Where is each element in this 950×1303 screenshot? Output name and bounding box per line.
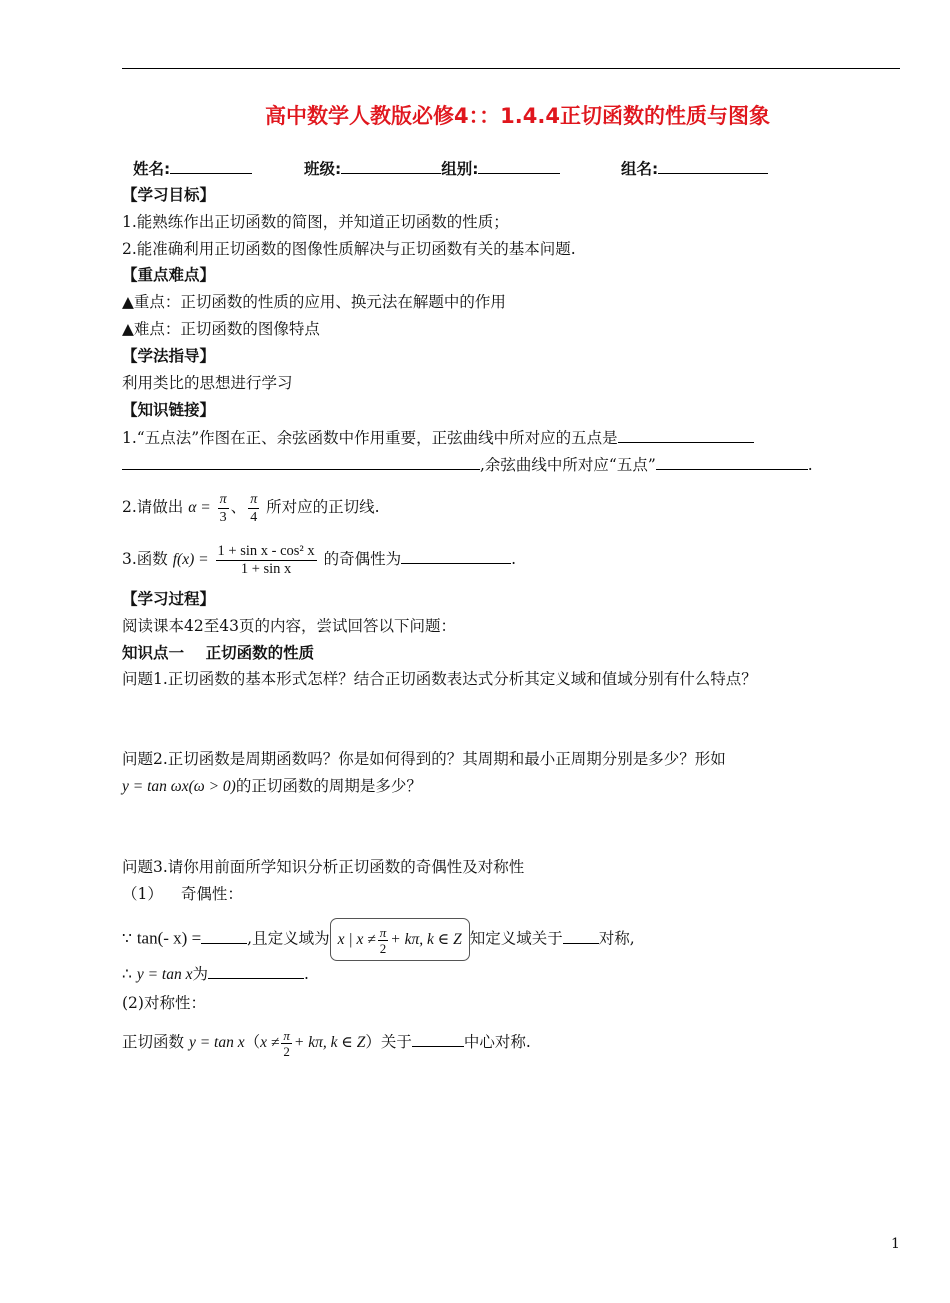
goal-item-1: 1.能熟练作出正切函数的简图，并知道正切函数的性质； [122,213,509,231]
problem-2-line2 [122,776,422,797]
therefore-line: ∴ y = tan x为 . [122,965,309,983]
name-label: 姓名: [133,160,171,178]
period: . [807,456,813,474]
problem-3: 问题3.请你用前面所学知识分析正切函数的奇偶性及对称性 [122,858,525,876]
period: . [511,550,517,568]
class-field [304,158,560,179]
fraction-pi-3: $\frac{\pi}{3}$ [219,491,227,525]
problem-2-line1: 问题2.正切函数是周期函数吗？你是如何得到的？其周期和最小正周期分别是多少？形如 [122,750,726,768]
symmetric-end: 对称, [598,929,635,948]
problem-2-text: 的正切函数的周期是多少？ [235,777,422,795]
class-blank[interactable] [341,158,441,174]
knowledge-point-1: 知识点一 正切函数的性质 [122,644,315,662]
link-q3-suffix: 的奇偶性为 [323,550,402,568]
fraction-function: $\frac{\text{1 + sin x - cos² x}}{\text{1 + sin x}}$ [217,542,315,577]
name-blank[interactable] [170,158,252,174]
link-q1-line1 [122,427,754,448]
page-number: 1 [891,1236,900,1252]
sine-points-blank[interactable] [618,427,754,443]
sub-symmetry: (2)对称性： [122,994,206,1012]
link-q2 [122,488,380,527]
link-q2-prefix: 2.请做出 [122,498,184,516]
group-blank[interactable] [478,158,560,174]
symmetric-blank[interactable] [563,928,599,944]
link-q3 [122,538,516,581]
parity-answer-blank[interactable] [208,963,304,979]
links-heading: 【知识链接】 [122,401,216,419]
symmetry-prefix: 正切函数 [122,1033,185,1051]
link-q3-prefix: 3.函数 [122,550,168,568]
link-q1-line2 [122,454,813,475]
tan-x-formula: y = tan x [136,966,193,983]
goals-heading: 【学习目标】 [122,186,216,204]
parity-line [122,918,635,961]
class-label: 班级: [304,160,342,178]
name-field [133,158,252,179]
sub-parity [122,884,243,904]
sub-label: 奇偶性： [180,885,243,903]
separator: 、 [230,498,247,516]
method-text: 利用类比的思想进行学习 [122,374,293,392]
goal-item-2: 2.能准确利用正切函数的图像性质解决与正切函数有关的基本问题. [122,240,576,258]
fraction-pi-2: $\frac{\pi}{2}$ [379,924,387,956]
therefore-symbol: ∴ [122,965,132,983]
key-point-1: ▲重点：正切函数的性质的应用、换元法在解题中的作用 [122,293,506,311]
sine-points-blank-2[interactable] [122,454,480,470]
cosine-points-blank[interactable] [656,454,808,470]
team-field [621,158,768,179]
symmetry-line: 正切函数 y = tan x（x ≠ $\frac{\pi}{2}$ + kπ, k ∈ Z）关于 中心对称. [122,1027,531,1059]
link-q2-suffix: 所对应的正切线. [266,498,380,516]
because-symbol: ∵ [122,929,132,948]
key-points-heading: 【重点难点】 [122,266,216,284]
problem-1: 问题1.正切函数的基本形式怎样？结合正切函数表达式分析其定义域和值域分别有什么特点？ [122,670,757,688]
group-label: 组别: [441,160,479,178]
team-blank[interactable] [658,158,768,174]
fraction-pi-2: $\frac{\pi}{2}$ [283,1027,290,1059]
domain-text: ,且定义域为 [247,929,330,948]
parity-blank[interactable] [401,548,511,564]
domain-set: x | x ≠ $\frac{\pi}{2}$ + kπ, k ∈ Z [330,918,470,961]
key-point-2: ▲难点：正切函数的图像特点 [122,320,320,338]
tan-neg-x-blank[interactable] [201,928,247,944]
top-rule [122,68,900,69]
fraction-pi-4: $\frac{\pi}{4}$ [250,491,258,525]
link-q1-text: 1.“五点法”作图在正、余弦函数中作用重要，正弦曲线中所对应的五点是 [122,429,618,447]
tan-neg-x: tan(- x) = [136,928,202,948]
tan-x-formula: y = tan x [188,1034,245,1051]
link-q1-text-2: ,余弦曲线中所对应“五点” [480,456,656,474]
document-title: 高中数学人教版必修4：：1.4.4正切函数的性质与图象 [265,104,770,128]
symmetric-text: 知定义域关于 [469,929,563,948]
function-f: f(x) = [172,551,209,568]
process-heading: 【学习过程】 [122,590,216,608]
team-label: 组名: [621,160,659,178]
sub-number: （1） [122,885,163,903]
process-intro: 阅读课本42至43页的内容，尝试回答以下问题： [122,617,456,635]
method-heading: 【学法指导】 [122,347,216,365]
alpha-expr: α = [188,499,211,516]
tan-omega-formula: y = tan ωx(ω > 0) [122,778,236,795]
center-blank[interactable] [412,1031,464,1047]
